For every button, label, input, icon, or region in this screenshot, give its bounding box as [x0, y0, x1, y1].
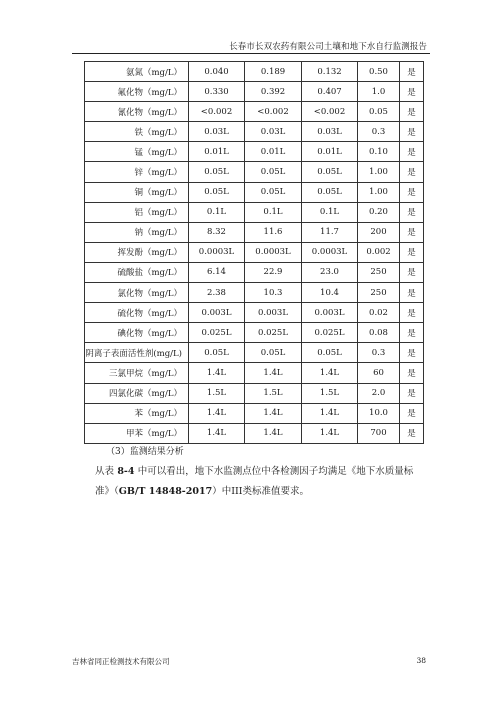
value-cell: 0.05L	[302, 182, 358, 202]
value-cell: 0.0003L	[245, 242, 302, 262]
value-cell: <0.002	[189, 102, 245, 122]
value-cell: 1.4L	[245, 423, 302, 443]
compliance-cell: 是	[400, 142, 424, 162]
standard-limit-cell: 0.10	[358, 142, 400, 162]
table-row	[85, 102, 424, 122]
value-cell: 1.5L	[245, 383, 302, 403]
paragraph-text-1: 从表	[95, 466, 115, 477]
value-cell: 1.4L	[302, 363, 358, 383]
compliance-cell: 是	[400, 383, 424, 403]
indicator-cell: 锰（mg/L）	[85, 142, 189, 162]
table-row	[85, 283, 424, 303]
value-cell: 10.4	[302, 283, 358, 303]
indicator-cell: 氰化物（mg/L）	[85, 102, 189, 122]
value-cell: 11.6	[245, 222, 302, 242]
standard-limit-cell: 250	[358, 262, 400, 282]
indicator-cell: 硫化物（mg/L）	[85, 303, 189, 323]
table-row	[85, 363, 424, 383]
value-cell: 1.4L	[189, 403, 245, 423]
standard-code: GB/T 14848-2017	[118, 486, 213, 497]
value-cell: 0.025L	[189, 323, 245, 343]
standard-limit-cell: 0.002	[358, 242, 400, 262]
value-cell: 0.407	[302, 82, 358, 102]
table-row	[85, 222, 424, 242]
table-row	[85, 62, 424, 82]
indicator-cell: 氯化物（mg/L）	[85, 283, 189, 303]
value-cell: 2.38	[189, 283, 245, 303]
value-cell: 0.003L	[189, 303, 245, 323]
value-cell: 0.392	[245, 82, 302, 102]
value-cell: 1.4L	[189, 363, 245, 383]
value-cell: 0.05L	[189, 182, 245, 202]
standard-limit-cell: 1.0	[358, 82, 400, 102]
report-header-title: 长春市长双农药有限公司土壤和地下水自行监测报告	[229, 42, 427, 52]
value-cell: 0.03L	[245, 122, 302, 142]
indicator-cell: 挥发酚（mg/L）	[85, 242, 189, 262]
compliance-cell: 是	[400, 403, 424, 423]
compliance-cell: 是	[400, 122, 424, 142]
compliance-cell: 是	[400, 242, 424, 262]
value-cell: 11.7	[302, 222, 358, 242]
table-row	[85, 323, 424, 343]
table-row	[85, 122, 424, 142]
compliance-cell: 是	[400, 102, 424, 122]
value-cell: 1.5L	[302, 383, 358, 403]
compliance-cell: 是	[400, 423, 424, 443]
header-divider	[72, 53, 430, 54]
compliance-cell: 是	[400, 162, 424, 182]
value-cell: 8.32	[189, 222, 245, 242]
value-cell: 0.0003L	[189, 242, 245, 262]
value-cell: 10.3	[245, 283, 302, 303]
value-cell: 22.9	[245, 262, 302, 282]
table-row	[85, 343, 424, 363]
indicator-cell: 碘化物（mg/L）	[85, 323, 189, 343]
indicator-cell: 阴离子表面活性剂(mg/L)	[85, 343, 189, 363]
value-cell: 0.05L	[302, 343, 358, 363]
table-row	[85, 142, 424, 162]
groundwater-results-table	[84, 61, 424, 444]
table-row	[85, 182, 424, 202]
value-cell: 0.05L	[189, 343, 245, 363]
compliance-cell: 是	[400, 222, 424, 242]
standard-limit-cell: 0.08	[358, 323, 400, 343]
value-cell: 0.330	[189, 82, 245, 102]
value-cell: 0.1L	[189, 202, 245, 222]
value-cell: 23.0	[302, 262, 358, 282]
standard-limit-cell: 0.50	[358, 62, 400, 82]
indicator-cell: 铁（mg/L）	[85, 122, 189, 142]
value-cell: 1.4L	[302, 403, 358, 423]
standard-limit-cell: 250	[358, 283, 400, 303]
standard-limit-cell: 1.00	[358, 182, 400, 202]
value-cell: 0.189	[245, 62, 302, 82]
page-number: 38	[416, 656, 426, 665]
indicator-cell: 氟化物（mg/L）	[85, 82, 189, 102]
standard-limit-cell: 0.3	[358, 122, 400, 142]
value-cell: 0.05L	[189, 162, 245, 182]
compliance-cell: 是	[400, 202, 424, 222]
analysis-paragraph	[95, 462, 425, 502]
compliance-cell: 是	[400, 363, 424, 383]
value-cell: 0.05L	[302, 162, 358, 182]
standard-limit-cell: 1.00	[358, 162, 400, 182]
value-cell: 0.05L	[245, 162, 302, 182]
table-row	[85, 303, 424, 323]
standard-limit-cell: 700	[358, 423, 400, 443]
value-cell: <0.002	[302, 102, 358, 122]
standard-limit-cell: 10.0	[358, 403, 400, 423]
value-cell: 0.01L	[189, 142, 245, 162]
value-cell: 1.4L	[189, 423, 245, 443]
value-cell: 0.025L	[302, 323, 358, 343]
value-cell: 0.0003L	[302, 242, 358, 262]
value-cell: 0.1L	[245, 202, 302, 222]
standard-limit-cell: 0.05	[358, 102, 400, 122]
table-row	[85, 242, 424, 262]
value-cell: 0.003L	[302, 303, 358, 323]
standard-limit-cell: 0.20	[358, 202, 400, 222]
indicator-cell: 四氯化碳（mg/L）	[85, 383, 189, 403]
table-row	[85, 202, 424, 222]
compliance-cell: 是	[400, 82, 424, 102]
standard-limit-cell: 60	[358, 363, 400, 383]
compliance-cell: 是	[400, 262, 424, 282]
indicator-cell: 锌（mg/L）	[85, 162, 189, 182]
indicator-cell: 硫酸盐（mg/L）	[85, 262, 189, 282]
indicator-cell: 三氯甲烷（mg/L）	[85, 363, 189, 383]
standard-limit-cell: 0.02	[358, 303, 400, 323]
table-row	[85, 423, 424, 443]
indicator-cell: 氨氮（mg/L）	[85, 62, 189, 82]
compliance-cell: 是	[400, 62, 424, 82]
value-cell: 0.040	[189, 62, 245, 82]
indicator-cell: 甲苯（mg/L）	[85, 423, 189, 443]
standard-limit-cell: 2.0	[358, 383, 400, 403]
standard-limit-cell: 0.3	[358, 343, 400, 363]
compliance-cell: 是	[400, 182, 424, 202]
indicator-cell: 苯（mg/L）	[85, 403, 189, 423]
table-row	[85, 262, 424, 282]
standard-limit-cell: 200	[358, 222, 400, 242]
value-cell: 0.05L	[245, 182, 302, 202]
value-cell: <0.002	[245, 102, 302, 122]
table-row	[85, 82, 424, 102]
compliance-cell: 是	[400, 303, 424, 323]
value-cell: 0.01L	[302, 142, 358, 162]
table-row	[85, 403, 424, 423]
compliance-cell: 是	[400, 343, 424, 363]
value-cell: 1.4L	[302, 423, 358, 443]
indicator-cell: 钠（mg/L）	[85, 222, 189, 242]
compliance-cell: 是	[400, 283, 424, 303]
value-cell: 0.003L	[245, 303, 302, 323]
value-cell: 0.01L	[245, 142, 302, 162]
section-heading: （3）监测结果分析	[106, 447, 184, 457]
table-row	[85, 162, 424, 182]
table-reference: 8-4	[114, 466, 138, 477]
value-cell: 1.5L	[189, 383, 245, 403]
value-cell: 0.03L	[189, 122, 245, 142]
value-cell: 1.4L	[245, 363, 302, 383]
value-cell: 0.03L	[302, 122, 358, 142]
footer-company: 吉林省同正检测技术有限公司	[72, 657, 170, 666]
indicator-cell: 铜（mg/L）	[85, 182, 189, 202]
value-cell: 1.4L	[245, 403, 302, 423]
value-cell: 6.14	[189, 262, 245, 282]
value-cell: 0.132	[302, 62, 358, 82]
value-cell: 0.05L	[245, 343, 302, 363]
value-cell: 0.025L	[245, 323, 302, 343]
value-cell: 0.1L	[302, 202, 358, 222]
indicator-cell: 铝（mg/L）	[85, 202, 189, 222]
paragraph-text-3: ）中III类标准值要求。	[212, 486, 309, 497]
table-body	[85, 62, 424, 444]
paragraph-text-2: 中可以看出，地下水监测点位中各检测因子均满足《地下水质量标准》（	[95, 466, 414, 497]
compliance-cell: 是	[400, 323, 424, 343]
table-row	[85, 383, 424, 403]
